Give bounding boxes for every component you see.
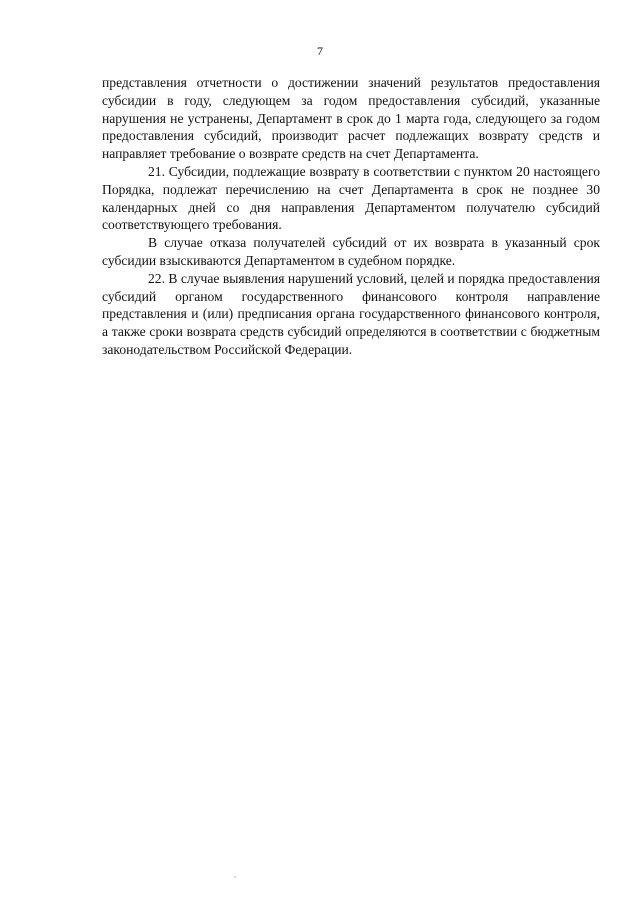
paragraph-continuation: представления отчетности о достижении значений результатов предоставления субсидии в году, следующем за годом предоставления субсидий, указанные нарушения не устранены, Департамент в срок до 1 марта года, следующего за годом предоставления субсидий, производит расчет подлежащих возврату средств и направляет требование о возврате средств на счет Департамента. <box>102 75 600 162</box>
paragraph-clause-22: 22. В случае выявления нарушений условий, целей и порядка предоставления субсидий органом государственного финансового контроля направление представления и (или) предписания органа государственного финансового контроля, а также сроки возврата средств субсидий определяются в соответствии с бюджетным законодательством Российской Федерации. <box>102 270 600 357</box>
document-body <box>102 74 600 359</box>
scan-speck <box>234 876 236 878</box>
paragraph-clause-21: 21. Субсидии, подлежащие возврату в соответствии с пунктом 20 настоящего Порядка, подлежат перечислению на счет Департамента в срок не позднее 30 календарных дней со дня направления Департаментом получателю субсидий соответствующего требования. <box>102 163 600 233</box>
page-number: 7 <box>317 44 323 58</box>
paragraph-refusal: В случае отказа получателей субсидий от их возврата в указанный срок субсидии взыскиваются Департаментом в судебном порядке. <box>102 235 600 268</box>
